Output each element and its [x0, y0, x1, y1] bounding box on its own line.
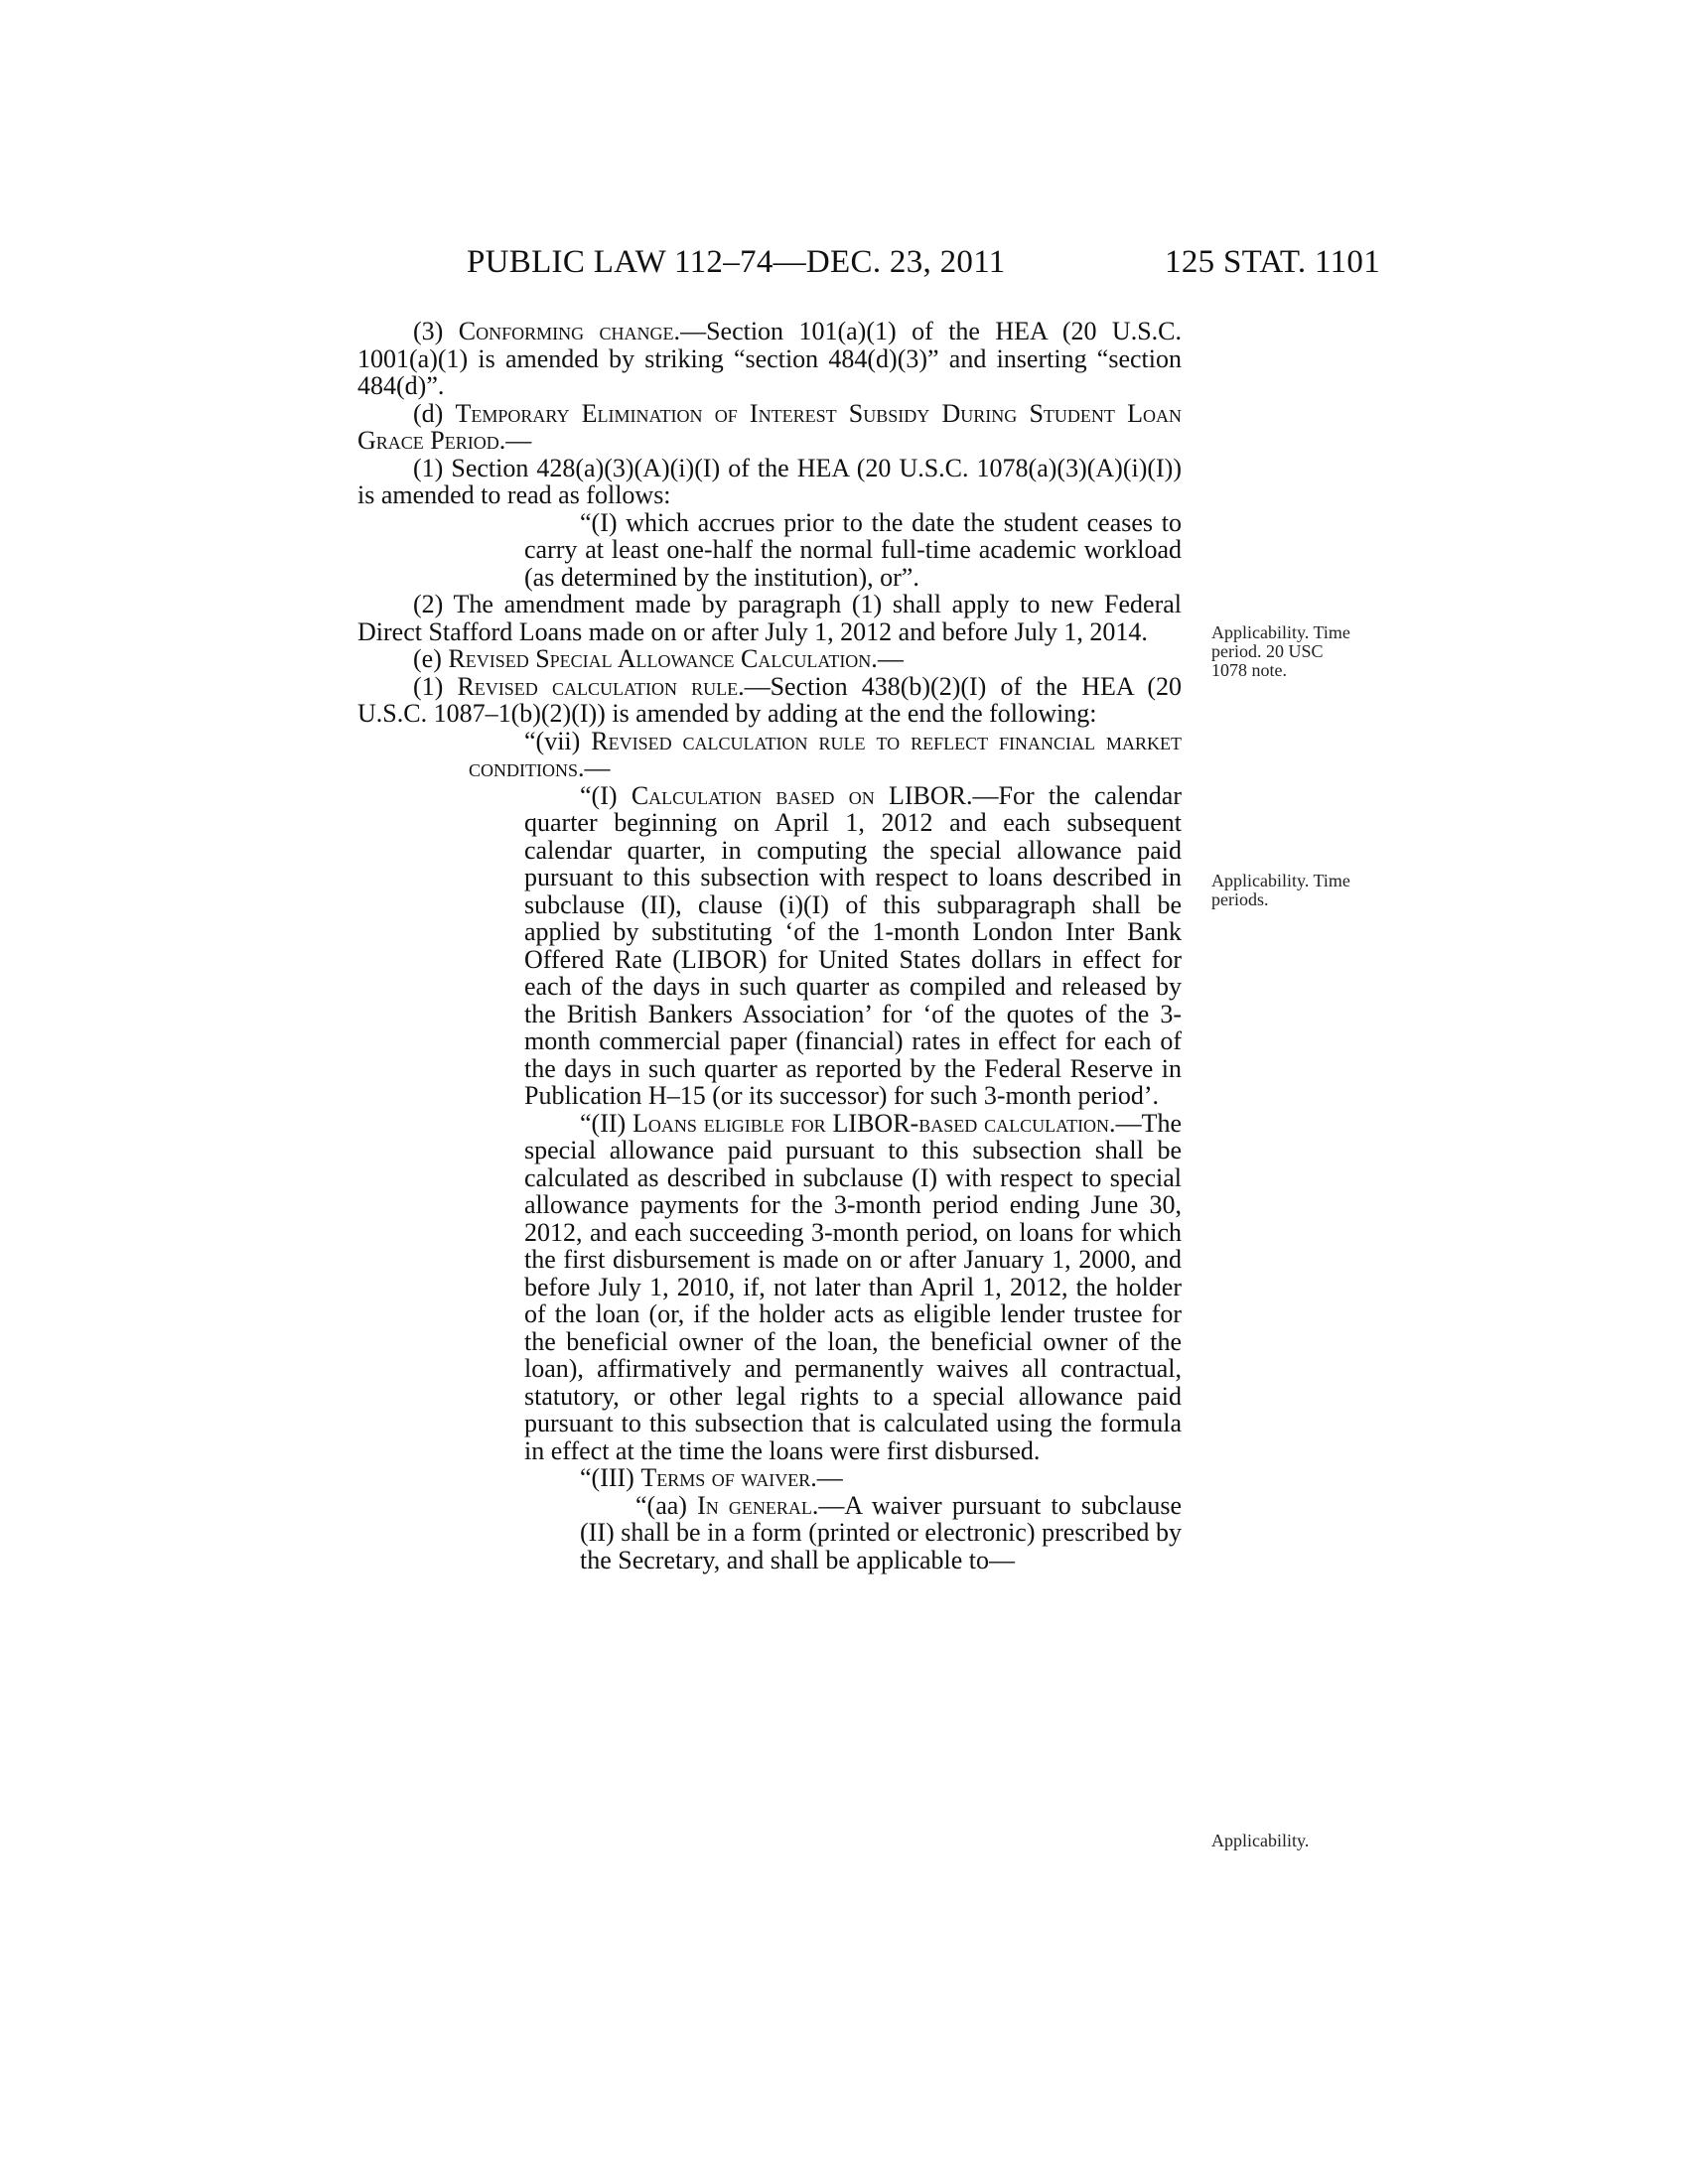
- paragraph-c3: (3) Conforming change.—Section 101(a)(1) of the HEA (20 U.S.C. 1001(a)(1) is amended by striking “section 484(d)(3)” and inserting “section 484(d)”.: [357, 317, 1182, 400]
- heading-subsection-d: Temporary Elimination of Interest Subsidy During Student Loan Grace Period.: [357, 398, 1182, 455]
- paragraph-e1: (1) Revised calculation rule.—Section 438(b)(2)(I) of the HEA (20 U.S.C. 1087–1(b)(2)(I)) is amended by adding at the end the following:: [357, 671, 1182, 728]
- margin-note-1: Applicability. Time period. 20 USC 1078 note.: [1211, 622, 1350, 680]
- header-public-law: PUBLIC LAW 112–74—DEC. 23, 2011: [467, 244, 1006, 280]
- quoted-subclause-i: “(I) which accrues prior to the date the student ceases to carry at least one-half the normal full-time academic workload (as determined by the institution), or”.: [524, 507, 1182, 592]
- heading-loans-eligible: Loans eligible for LIBOR-based calculation.: [633, 1108, 1116, 1138]
- header-stat-page: 125 STAT. 1101: [1165, 244, 1380, 280]
- subclause-i: “(I) Calculation based on LIBOR.—For the calendar quarter beginning on April 1, 2012 and each subsequent calendar quarter, in computing the special allowance paid pursuant to this subsection with respect to loans described in subclause (II), clause (i)(I) of this subparagraph shall be applied by substituting ‘of the 1-month London Inter Bank Offered Rate (LIBOR) for United States dollars in effect for each of the days in such quarter as compiled and released by the British Bankers Association’ for ‘of the quotes of the 3-month commercial paper (financial) rates in effect for each of the days in such quarter as reported by the Federal Reserve in Publication H–15 (or its successor) for such 3-month period’.: [524, 780, 1182, 1110]
- subsection-e: (e) Revised Special Allowance Calculation.—: [413, 644, 904, 673]
- margin-note-3: Applicability.: [1211, 1831, 1310, 1850]
- subclause-ii: “(II) Loans eligible for LIBOR-based calculation.—The special allowance paid pursuant to this subsection shall be calculated as described in subclause (I) with respect to special allowance payments for the 3-month period ending June 30, 2012, and each succeeding 3-month period, on loans for which the first disbursement is made on or after January 1, 2000, and before July 1, 2010, if, not later than April 1, 2012, the holder of the loan (or, if the holder acts as eligible lender trustee for the beneficial owner of the loan, the beneficial owner of the loan), affirmatively and permanently waives all contractual, statutory, or other legal rights to a special allowance paid pursuant to this subsection that is calculated using the formula in effect at the time the loans were first disbursed.: [524, 1108, 1182, 1465]
- document-body: [357, 318, 1182, 1573]
- paragraph-d1: (1) Section 428(a)(3)(A)(i)(I) of the HEA (20 U.S.C. 1078(a)(3)(A)(i)(I)) is amended to read as follows:: [357, 453, 1182, 509]
- heading-subsection-e: Revised Special Allowance Calculation.: [448, 644, 878, 673]
- item-aa: “(aa) In general.—A waiver pursuant to subclause (II) shall be in a form (printed or electronic) prescribed by the Secretary, and shall be applicable to—: [580, 1490, 1182, 1574]
- heading-calculation-based-on-libor: Calculation based on LIBOR.: [631, 780, 973, 810]
- heading-in-general: In general.: [697, 1490, 819, 1520]
- subclause-iii: “(III) Terms of waiver.—: [580, 1463, 843, 1492]
- paragraph-d2: (2) The amendment made by paragraph (1) shall apply to new Federal Direct Stafford Loans made on or after July 1, 2012 and before July 1, 2014.: [357, 590, 1182, 646]
- heading-conforming-change: Conforming change.: [458, 317, 681, 345]
- margin-note-2: Applicability. Time periods.: [1211, 871, 1350, 909]
- heading-terms-of-waiver: Terms of waiver.: [640, 1463, 817, 1492]
- subsection-d: (d) Temporary Elimination of Interest Subsidy During Student Loan Grace Period.—: [357, 398, 1182, 455]
- page-header: [467, 244, 1380, 294]
- clause-vii: “(vii) Revised calculation rule to reflect financial market conditions.—: [469, 726, 1182, 782]
- heading-clause-vii: Revised calculation rule to reflect financial market conditions.: [469, 726, 1182, 782]
- heading-revised-calculation-rule: Revised calculation rule.: [457, 671, 745, 701]
